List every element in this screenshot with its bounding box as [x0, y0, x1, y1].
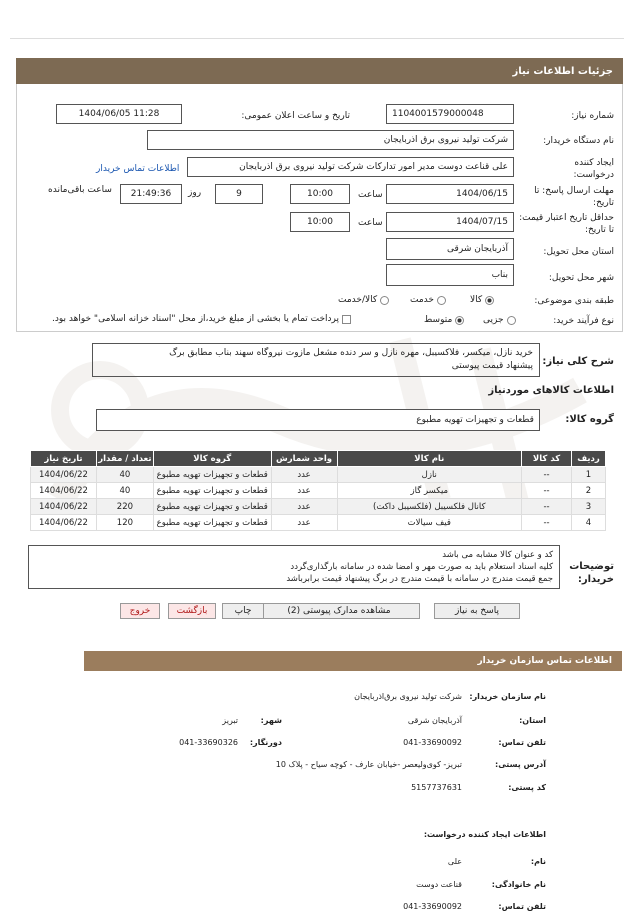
- reply-button[interactable]: پاسخ به نیاز: [434, 603, 520, 619]
- cell-name: کانال فلکسیبل (فلکسیبل داکت): [337, 499, 522, 515]
- need-number-label: شماره نیاز:: [571, 111, 614, 121]
- cell-group: قطعات و تجهیزات تهویه مطبوع: [153, 515, 271, 531]
- creator-first-name-label: نام:: [530, 857, 546, 866]
- cell-name: نازل: [337, 467, 522, 483]
- org-contact-header: [84, 651, 622, 671]
- org-name-value: شرکت تولید نیروی برق‌اذربایجان: [354, 692, 462, 701]
- org-contact-title: اطلاعات تماس سازمان خریدار: [477, 656, 612, 666]
- checkbox-icon: [342, 315, 351, 324]
- day-label: روز: [188, 188, 202, 198]
- validity-date-field: 1404/07/15: [386, 212, 514, 232]
- creator-info-title: اطلاعات ایجاد کننده درخواست:: [423, 830, 546, 839]
- category-label: طبقه بندی موضوعی:: [534, 296, 614, 306]
- category-option-service[interactable]: خدمت: [410, 295, 446, 305]
- treasury-text: پرداخت تمام یا بخشی از مبلغ خرید،از محل "اسناد خزانه اسلامی" خواهد بود.: [52, 314, 340, 324]
- cell-group: قطعات و تجهیزات تهویه مطبوع: [153, 499, 271, 515]
- process-option-medium[interactable]: متوسط: [424, 315, 464, 325]
- cell-code: --: [522, 483, 572, 499]
- cell-quantity: 120: [96, 515, 153, 531]
- org-postal-value: 5157737631: [411, 783, 462, 792]
- col-name: نام کالا: [337, 451, 522, 467]
- cell-name: قیف سیالات: [337, 515, 522, 531]
- org-name-label: نام سازمان خریدار:: [469, 692, 546, 701]
- org-postal-label: کد پستی:: [508, 783, 546, 792]
- cell-quantity: 220: [96, 499, 153, 515]
- col-code: کد کالا: [522, 451, 572, 467]
- province-label: استان محل تحویل:: [543, 247, 614, 257]
- org-city-value: تبریز: [222, 716, 238, 725]
- page-header: [16, 58, 623, 84]
- remaining-time-label: ساعت باقی‌مانده: [48, 185, 112, 195]
- org-fax-value: 041-33690326: [179, 738, 238, 747]
- table-row[interactable]: [31, 483, 606, 499]
- announce-field: 1404/06/05 11:28: [56, 104, 182, 124]
- table-row[interactable]: [31, 467, 606, 483]
- cell-code: --: [522, 467, 572, 483]
- creator-phone-value: 041-33690092: [403, 902, 462, 911]
- attachments-button[interactable]: مشاهده مدارک پیوستی (2): [258, 603, 420, 619]
- radio-selected-icon: [485, 296, 494, 305]
- need-number-field: 1104001579000048: [386, 104, 514, 124]
- cell-unit: عدد: [271, 483, 337, 499]
- cell-row: 4: [571, 515, 605, 531]
- announce-label: تاریخ و ساعت اعلان عمومی:: [241, 111, 350, 121]
- creator-first-name-value: علی: [447, 857, 462, 866]
- description-label: شرح کلی نیاز:: [542, 356, 614, 367]
- radio-selected-icon: [455, 316, 464, 325]
- process-label: نوع فرآیند خرید:: [553, 316, 614, 326]
- buyer-field: شرکت تولید نیروی برق اذربایجان: [147, 130, 514, 150]
- radio-icon: [507, 316, 516, 325]
- creator-last-name-label: نام خانوادگی:: [491, 880, 546, 889]
- table-row[interactable]: [31, 515, 606, 531]
- table-row[interactable]: [31, 499, 606, 515]
- deadline-time-label: ساعت: [358, 190, 383, 200]
- cell-need-date: 1404/06/22: [31, 515, 97, 531]
- cell-unit: عدد: [271, 467, 337, 483]
- goods-info-title: اطلاعات کالاهای موردنیاز: [488, 385, 614, 396]
- remaining-time-field: 21:49:36: [120, 184, 182, 204]
- org-phone-label: تلفن تماس:: [498, 738, 546, 747]
- description-line: خرید نازل، میکسر، فلاکسیبل، مهره نازل و سر دنده مشعل مازوت نیروگاه سهند بناب مطابق برگ: [169, 348, 533, 358]
- cell-group: قطعات و تجهیزات تهویه مطبوع: [153, 467, 271, 483]
- process-option-minor[interactable]: جزیی: [483, 315, 516, 325]
- table-header-row: [31, 451, 606, 467]
- days-remaining-field: 9: [215, 184, 263, 204]
- buyer-contact-link[interactable]: اطلاعات تماس خریدار: [96, 164, 180, 174]
- cell-need-date: 1404/06/22: [31, 467, 97, 483]
- buyer-note-line: کلیه اسناد استعلام باید به صورت مهر و امضا شده در سامانه بارگذاری‌گردد: [290, 562, 553, 572]
- back-button[interactable]: بازگشت: [168, 603, 216, 619]
- description-box: [92, 343, 540, 377]
- cell-need-date: 1404/06/22: [31, 499, 97, 515]
- cell-group: قطعات و تجهیزات تهویه مطبوع: [153, 483, 271, 499]
- org-province-value: آذربایجان شرقی: [407, 716, 462, 725]
- cell-row: 3: [571, 499, 605, 515]
- creator-field: علی قناعت دوست مدیر امور تدارکات شرکت تولید نیروی برق اذربایجان: [187, 157, 514, 177]
- validity-label: حداقل تاریخ اعتبار قیمت: تا تاریخ:: [519, 213, 614, 235]
- city-label: شهر محل تحویل:: [548, 273, 614, 283]
- cell-row: 2: [571, 483, 605, 499]
- cell-quantity: 40: [96, 483, 153, 499]
- col-need-date: تاریخ نیاز: [31, 451, 97, 467]
- creator-phone-label: تلفن تماس:: [498, 902, 546, 911]
- goods-group-field: قطعات و تجهیزات تهویه مطبوع: [96, 409, 540, 431]
- buyer-note-line: جمع قیمت مندرج در سامانه با قیمت مندرج در برگ پیشنهاد قیمت برابرباشد: [286, 574, 553, 584]
- cell-name: میکسر گاز: [337, 483, 522, 499]
- cell-code: --: [522, 499, 572, 515]
- exit-button[interactable]: خروج: [120, 603, 160, 619]
- deadline-date-field: 1404/06/15: [386, 184, 514, 204]
- col-unit: واحد شمارش: [271, 451, 337, 467]
- goods-group-label: گروه کالا:: [565, 414, 614, 425]
- validity-time-label: ساعت: [358, 218, 383, 228]
- cell-need-date: 1404/06/22: [31, 483, 97, 499]
- creator-label: ایجاد کننده درخواست:: [573, 158, 614, 180]
- buyer-notes-label: توضیحات خریدار:: [569, 561, 614, 585]
- cell-unit: عدد: [271, 515, 337, 531]
- org-address-label: آدرس پستی:: [495, 760, 546, 769]
- buyer-note-line: کد و عنوان کالا مشابه می باشد: [442, 550, 553, 560]
- deadline-label: مهلت ارسال پاسخ: تا تاریخ:: [534, 186, 614, 208]
- validity-time-field: 10:00: [290, 212, 350, 232]
- category-option-both[interactable]: کالا/خدمت: [338, 295, 389, 305]
- top-divider: [10, 38, 624, 39]
- radio-icon: [437, 296, 446, 305]
- creator-last-name-value: قناعت دوست: [416, 880, 462, 889]
- treasury-checkbox[interactable]: [52, 314, 351, 324]
- province-field: آذربایجان شرقی: [386, 238, 514, 260]
- items-table: [30, 450, 606, 531]
- cell-row: 1: [571, 467, 605, 483]
- city-field: بناب: [386, 264, 514, 286]
- radio-icon: [380, 296, 389, 305]
- org-address-value: تبریز- کوی‌ولیعصر -خیابان عارف - کوچه سیاح - پلاک 10: [275, 760, 462, 769]
- page-title: جزئیات اطلاعات نیاز: [512, 65, 613, 77]
- org-fax-label: دورنگار:: [249, 738, 282, 747]
- org-province-label: استان:: [519, 716, 546, 725]
- col-quantity: تعداد / مقدار: [96, 451, 153, 467]
- category-option-goods[interactable]: کالا: [470, 295, 494, 305]
- org-phone-value: 041-33690092: [403, 738, 462, 747]
- print-button[interactable]: چاپ: [222, 603, 264, 619]
- cell-quantity: 40: [96, 467, 153, 483]
- col-group: گروه کالا: [153, 451, 271, 467]
- buyer-label: نام دستگاه خریدار:: [543, 136, 614, 146]
- col-row: ردیف: [571, 451, 605, 467]
- buyer-notes-box: [28, 545, 560, 589]
- description-line: پیشنهاد قیمت پیوستی: [451, 361, 533, 371]
- deadline-time-field: 10:00: [290, 184, 350, 204]
- cell-code: --: [522, 515, 572, 531]
- org-city-label: شهر:: [260, 716, 282, 725]
- cell-unit: عدد: [271, 499, 337, 515]
